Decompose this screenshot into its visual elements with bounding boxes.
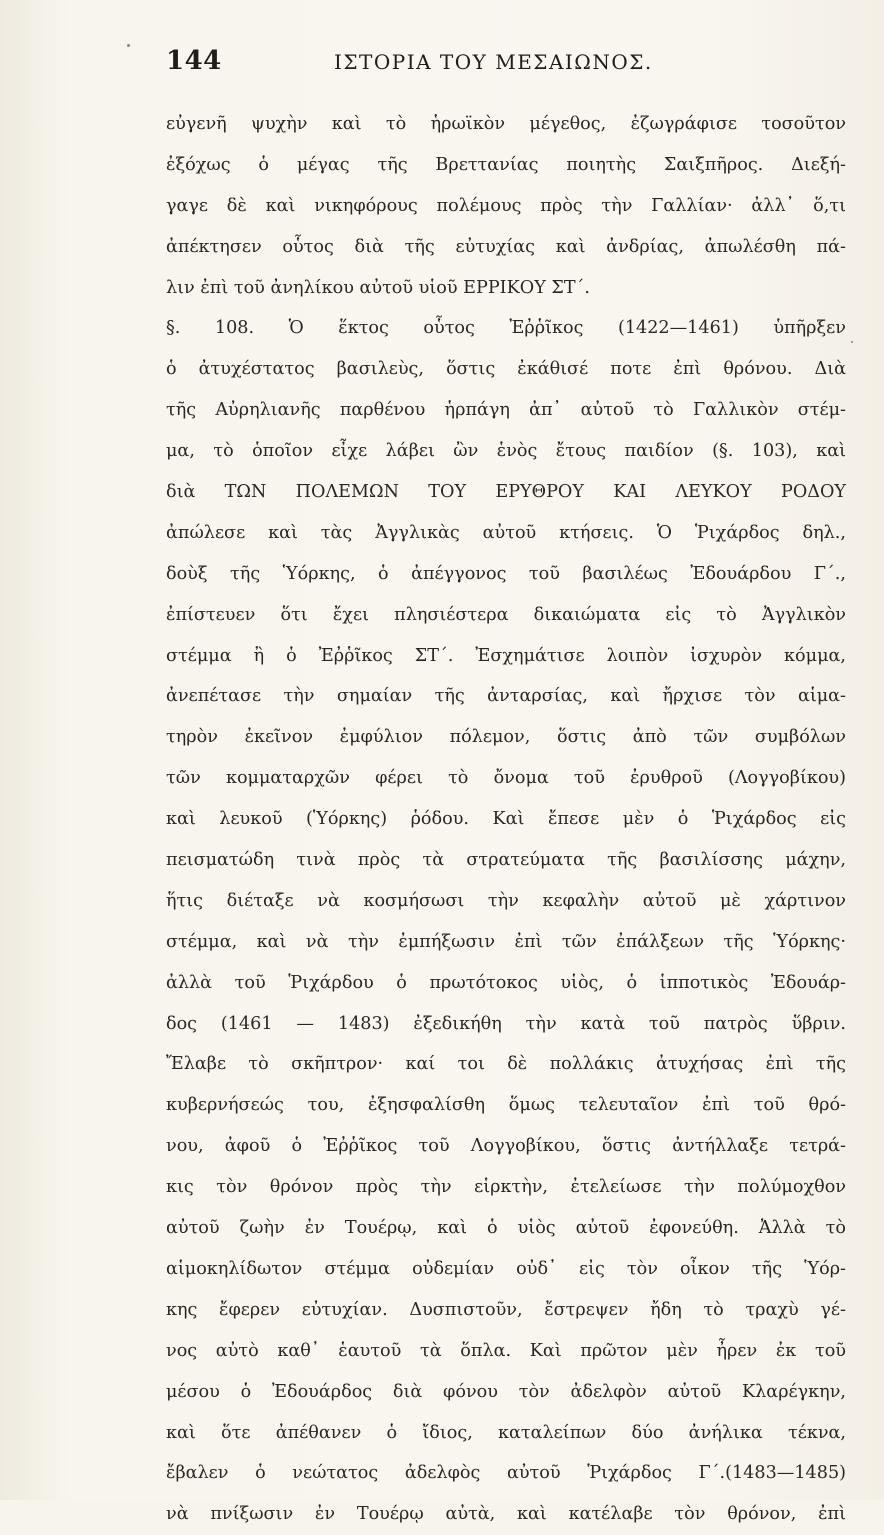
body-text	[166, 104, 846, 1535]
paper-speck	[127, 44, 130, 47]
text-line: στέμμα ἢ ὁ Ἐῤῥῖκος ΣΤ΄. Ἐσχημάτισε λοιπὸν ἰσχυρὸν κόμμα,	[166, 645, 846, 666]
text-line: νου, ἀφοῦ ὁ Ἐῤῥῖκος τοῦ Λογγοβίκου, ὅστις ἀντήλλαξε τετρά-	[166, 1136, 846, 1157]
text-line: νὰ πνίξωσιν ἐν Τουέρῳ αὐτὰ, καὶ κατέλαβε τὸν θρόνον, ἐπὶ	[166, 1504, 846, 1525]
page-header	[166, 46, 846, 86]
text-line: στέμμα, καὶ νὰ τὴν ἐμπήξωσιν ἐπὶ τῶν ἐπάλξεων τῆς Ὑόρκης·	[166, 931, 846, 952]
text-line: τῆς Αὐρηλιανῆς παρθένου ἡρπάγη ἀπ᾿ αὐτοῦ τὸ Γαλλικὸν στέμ-	[166, 400, 846, 421]
text-line: δοὺξ τῆς Ὑόρκης, ὁ ἀπέγγονος τοῦ βασιλέως Ἐδουάρδου Γ΄.,	[166, 563, 846, 584]
text-line: μέσου ὁ Ἐδουάρδος διὰ φόνου τὸν ἀδελφὸν αὐτοῦ Κλαρέγκην,	[166, 1381, 846, 1402]
text-line: αὐτοῦ ζωὴν ἐν Τουέρῳ, καὶ ὁ υἱὸς αὐτοῦ ἐφονεύθη. Ἀλλὰ τὸ	[166, 1218, 846, 1239]
section-line: §. 108. Ὁ ἕκτος οὗτος Ἐῤῥῖκος (1422—1461) ὑπῆρξεν	[166, 318, 846, 339]
text-line: ἔβαλεν ὁ νεώτατος ἀδελφὸς αὐτοῦ Ῥιχάρδος Γ΄.(1483—1485)	[166, 1463, 846, 1484]
text-line: γαγε δὲ καὶ νικηφόρους πολέμους πρὸς τὴν Γαλλίαν· ἀλλ᾿ ὅ,τι	[166, 195, 846, 216]
text-line: τηρὸν ἐκεῖνον ἐμφύλιον πόλεμον, ὅστις ἀπὸ τῶν συμβόλων	[166, 727, 846, 748]
text-line: ἀνεπέτασε τὴν σημαίαν τῆς ἀνταρσίας, καὶ ἤρχισε τὸν αἱμα-	[166, 686, 846, 707]
text-line: κυβερνήσεώς του, ἐξησφαλίσθη ὅμως τελευταῖον ἐπὶ τοῦ θρό-	[166, 1095, 846, 1116]
text-line: νος αὐτὸ καθ᾿ ἑαυτοῦ τὰ ὅπλα. Καὶ πρῶτον μὲν ἦρεν ἐκ τοῦ	[166, 1340, 846, 1361]
text-line: εὐγενῆ ψυχὴν καὶ τὸ ἡρωϊκὸν μέγεθος, ἐζωγράφισε τοσοῦτον	[166, 114, 846, 134]
text-line: ὁ ἀτυχέστατος βασιλεὺς, ὅστις ἐκάθισέ ποτε ἐπὶ θρόνου. Διὰ	[166, 359, 846, 380]
text-line: ἀπέκτησεν οὗτος διὰ τῆς εὐτυχίας καὶ ἀνδρίας, ἀπωλέσθη πά-	[166, 236, 846, 257]
text-line: διὰ ΤΩΝ ΠΟΛΕΜΩΝ ΤΟΥ ΕΡΥΘΡΟΥ ΚΑΙ ΛΕΥΚΟΥ ΡΟΔΟΥ	[166, 482, 846, 503]
text-line: Ἔλαβε τὸ σκῆπτρον· καί τοι δὲ πολλάκις ἀτυχήσας ἐπὶ τῆς	[166, 1054, 846, 1075]
text-line: κις τὸν θρόνον πρὸς τὴν εἱρκτὴν, ἐτελείωσε τὴν πολύμοχθον	[166, 1177, 846, 1198]
text-line: αἱμοκηλίδωτον στέμμα οὐδεμίαν οὐδ᾿ εἰς τὸν οἶκον τῆς Ὑόρ-	[166, 1258, 846, 1279]
page-number: 144	[166, 46, 222, 76]
running-head: ΙΣΤΟΡΙΑ ΤΟΥ ΜΕΣΑΙΩΝΟΣ.	[334, 50, 653, 74]
text-line: μα, τὸ ὁποῖον εἶχε λάβει ὢν ἑνὸς ἔτους παιδίον (§. 103), καὶ	[166, 441, 846, 462]
text-line: τῶν κομματαρχῶν φέρει τὸ ὄνομα τοῦ ἐρυθροῦ (Λογγοβίκου)	[166, 768, 846, 789]
text-line: ἀπώλεσε καὶ τὰς Ἀγγλικὰς αὐτοῦ κτήσεις. Ὁ Ῥιχάρδος δηλ.,	[166, 522, 846, 543]
text-line: πεισματώδη τινὰ πρὸς τὰ στρατεύματα τῆς βασιλίσσης μάχην,	[166, 850, 846, 871]
paper-speck	[851, 341, 853, 343]
text-line: καὶ ὅτε ἀπέθανεν ὁ ἴδιος, καταλείπων δύο ἀνήλικα τέκνα,	[166, 1422, 846, 1443]
text-line: ἥτις διέταξε νὰ κοσμήσωσι τὴν κεφαλὴν αὐτοῦ μὲ χάρτινον	[166, 890, 846, 911]
text-line: καὶ λευκοῦ (Ὑόρκης) ῥόδου. Καὶ ἔπεσε μὲν ὁ Ῥιχάρδος εἰς	[166, 809, 846, 830]
text-line: ἐξόχως ὁ μέγας τῆς Βρεττανίας ποιητὴς Σαιξπῆρος. Διεξή-	[166, 154, 846, 175]
text-line: ἐπίστευεν ὅτι ἔχει πλησιέστερα δικαιώματα εἰς τὸ Ἀγγλικὸν	[166, 604, 846, 625]
text-line: ἀλλὰ τοῦ Ῥιχάρδου ὁ πρωτότοκος υἱὸς, ὁ ἱπποτικὸς Ἐδουάρ-	[166, 972, 846, 993]
text-line: δος (1461 — 1483) ἐξεδικήθη τὴν κατὰ τοῦ πατρὸς ὕβριν.	[166, 1013, 846, 1034]
text-line: λιν ἐπὶ τοῦ ἀνηλίκου αὐτοῦ υἱοῦ ΕΡΡΙΚΟΥ ΣΤ΄.	[166, 277, 590, 298]
text-line: κης ἔφερεν εὐτυχίαν. Δυσπιστοῦν, ἔστρεψεν ἤδη τὸ τραχὺ γέ-	[166, 1299, 846, 1320]
